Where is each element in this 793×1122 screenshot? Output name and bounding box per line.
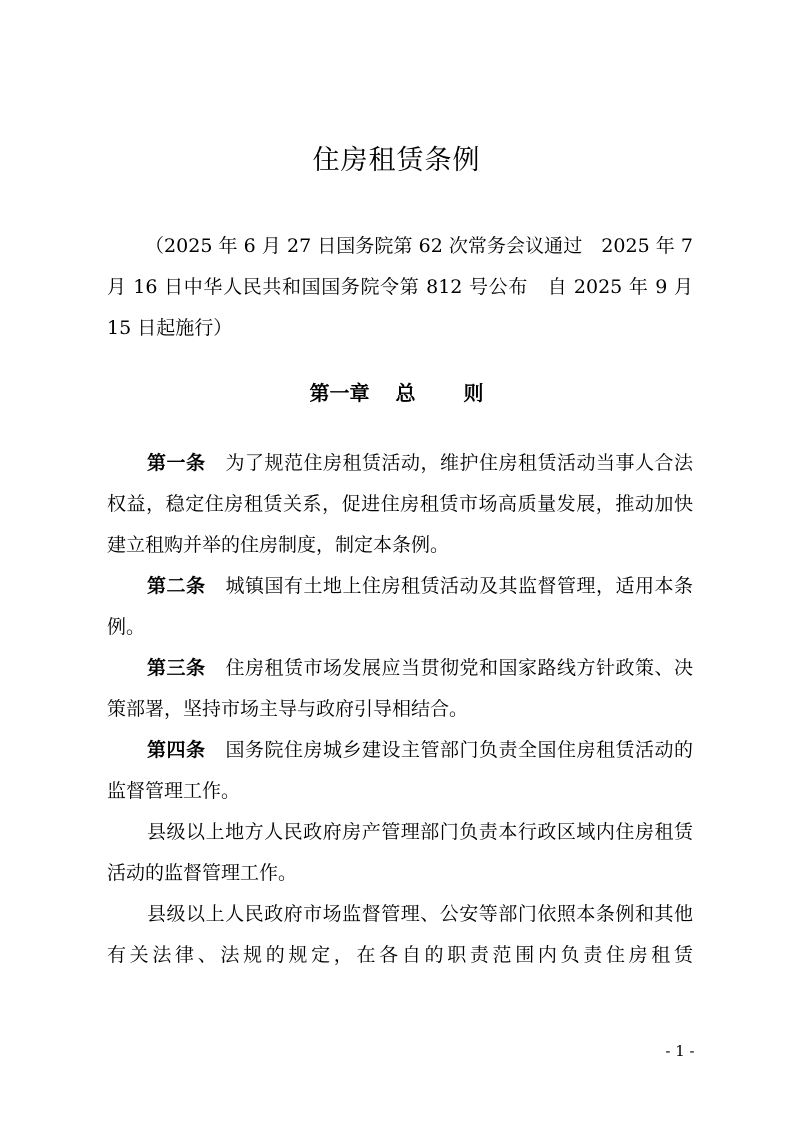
article-number: 第三条 (147, 657, 206, 679)
chapter-title-part2: 则 (463, 381, 484, 405)
document-body (107, 443, 693, 976)
article-text: 住房租赁市场发展应当贯彻党和国家路线方针政策、决策部署，坚持市场主导与政府引导相结合。 (107, 657, 693, 720)
page-number: - 1 - (665, 1042, 695, 1060)
article-text: 国务院住房城乡建设主管部门负责全国住房租赁活动的监督管理工作。 (107, 739, 693, 802)
adoption-note: （2025 年 6 月 27 日国务院第 62 次常务会议通过 2025 年 7 月 16 日中华人民共和国国务院令第 812 号公布 自 2025 年 9 月 15 日起施行） (107, 235, 693, 339)
article-2 (107, 566, 693, 648)
article-number: 第二条 (147, 575, 206, 597)
document-title: 住房租赁条例 (312, 145, 481, 176)
article-number: 第四条 (147, 739, 206, 761)
article-4-paragraph-3: 县级以上人民政府市场监督管理、公安等部门依照本条例和其他有关法律、法规的规定，在各自的职责范围内负责住房租赁 (107, 903, 693, 966)
article-4-paragraph-2: 县级以上地方人民政府房产管理部门负责本行政区域内住房租赁活动的监督管理工作。 (107, 821, 693, 884)
article-4 (107, 730, 693, 812)
article-text: 城镇国有土地上住房租赁活动及其监督管理，适用本条例。 (107, 575, 693, 638)
article-1 (107, 443, 693, 566)
article-text: 为了规范住房租赁活动，维护住房租赁活动当事人合法权益，稳定住房租赁关系，促进住房租赁市场高质量发展，推动加快建立租购并举的住房制度，制定本条例。 (107, 452, 693, 556)
article-number: 第一条 (147, 452, 206, 474)
chapter-heading (0, 377, 793, 409)
article-3 (107, 648, 693, 730)
chapter-label: 第一章 (309, 381, 370, 405)
chapter-title-part1: 总 (395, 381, 416, 405)
